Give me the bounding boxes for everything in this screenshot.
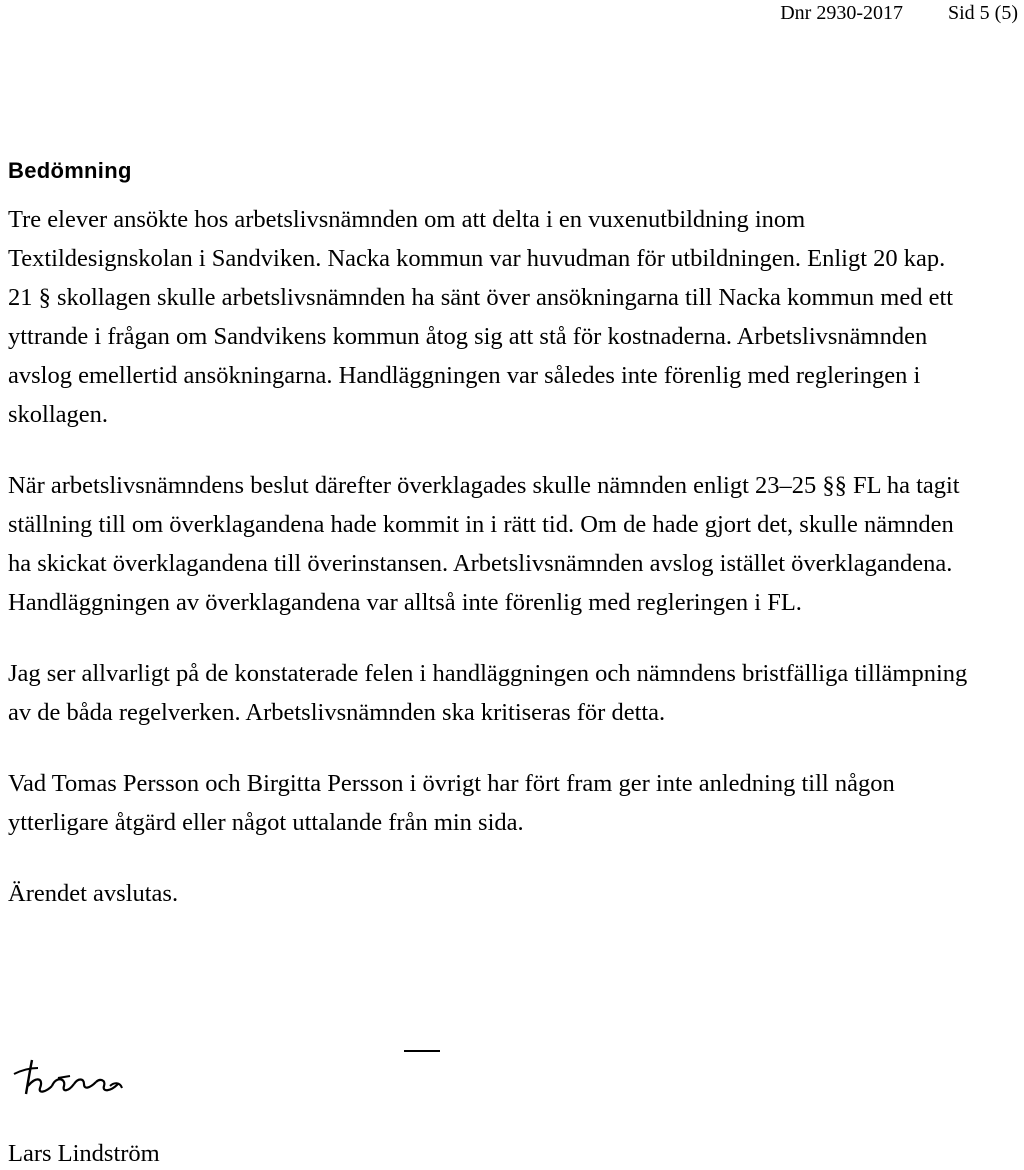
paragraph-3: Jag ser allvarligt på de konstaterade felen i handläggningen och nämndens bristfälliga tillämpning av de båda regelverken. Arbetslivsnämnden ska kritiseras för detta. [8,660,968,726]
signature-dash [404,1050,440,1052]
closing-statement: Ärendet avslutas. [8,880,179,907]
signer-name: Lars Lindström [8,1140,160,1167]
paragraph-1: Tre elever ansökte hos arbetslivsnämnden om att delta i en vuxenutbildning inom Textildesignskolan i Sandviken. Nacka kommun var huvudman för utbildningen. Enligt 20 kap. 21 § skollagen skulle arbetslivsnämnden ha sänt över ansökningarna till Nacka kommun med ett yttrande i frågan om Sandvikens kommun åtog sig att stå för kostnaderna. Arbetslivsnämnden avslog emellertid ansökningarna. Handläggningen var således inte förenlig med regleringen i skollagen. [8,206,954,428]
handwritten-signature [10,1056,160,1100]
paragraph-2: När arbetslivsnämndens beslut därefter överklagades skulle nämnden enligt 23–25 §§ FL ha tagit ställning till om överklagandena hade kommit in i rätt tid. Om de hade gjort det, skulle nämnden ha skickat överklagandena till överinstansen. Arbetslivsnämnden avslog istället överklagandena. Handläggningen av överklagandena var alltså inte förenlig med regleringen i FL. [8,472,960,616]
document-number: Dnr 2930-2017 [780,2,903,24]
section-heading: Bedömning [8,158,132,183]
page-number: Sid 5 (5) [948,2,1018,24]
paragraph-4: Vad Tomas Persson och Birgitta Persson i övrigt har fört fram ger inte anledning till någon ytterligare åtgärd eller något uttalande från min sida. [8,770,895,836]
page-header [780,2,1018,25]
document-body [8,200,968,945]
